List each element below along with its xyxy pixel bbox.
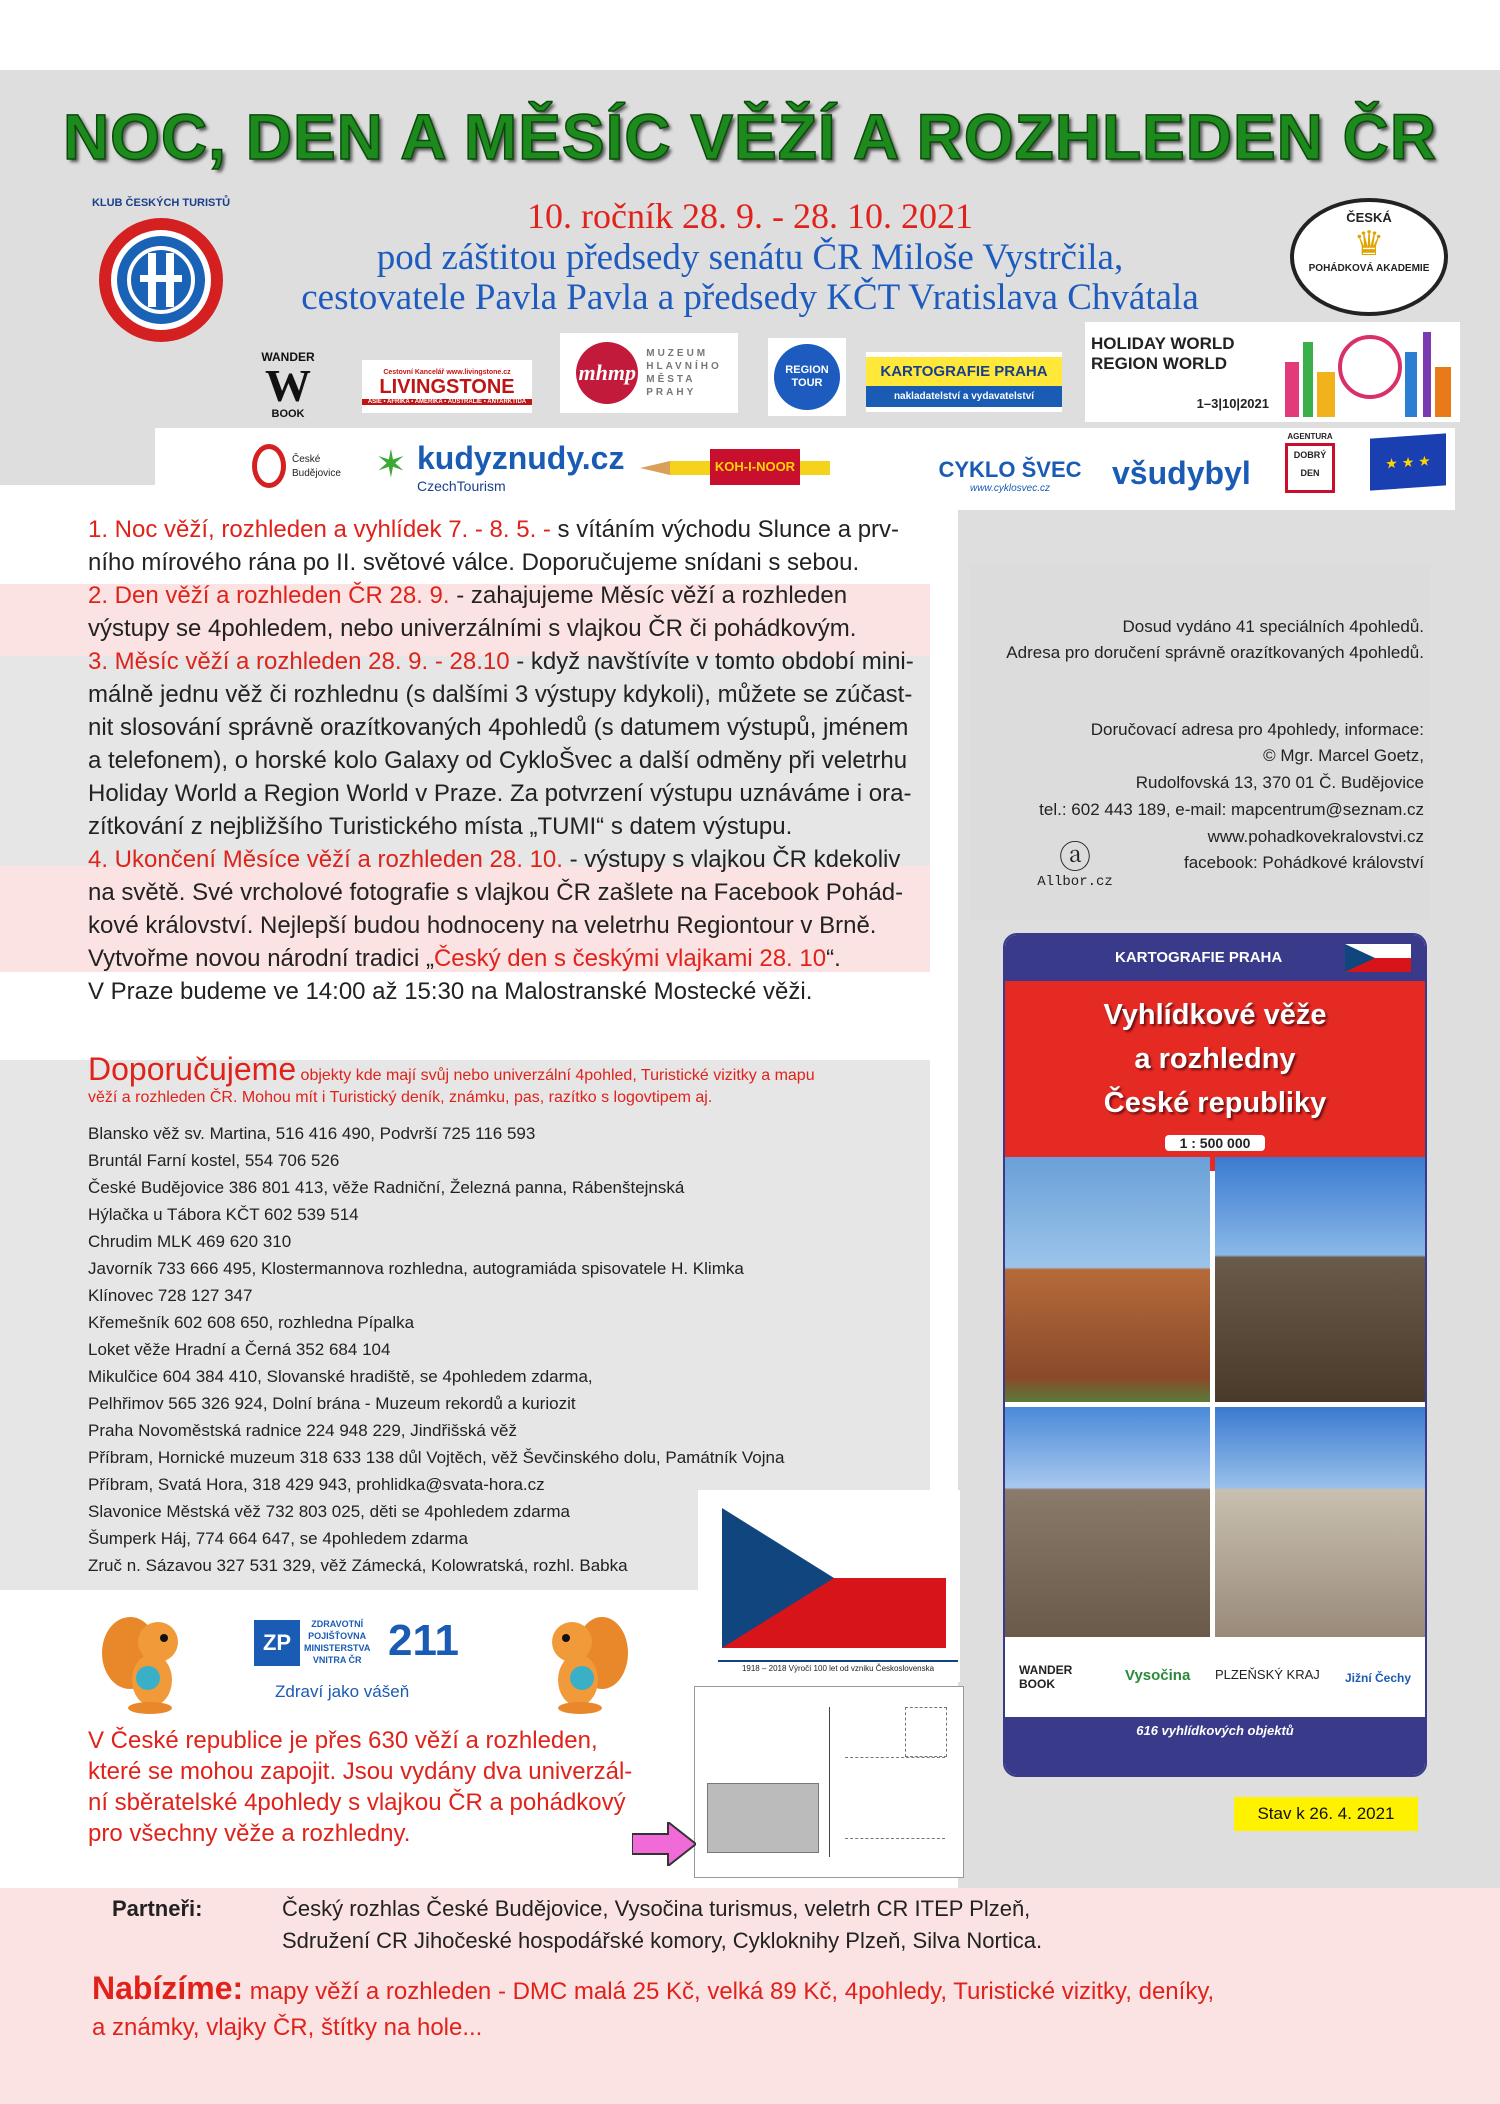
info-line7: www.pohadkovekralovstvi.cz — [1207, 827, 1424, 846]
squirrel-mascot-right-icon — [540, 1608, 630, 1718]
allbor-logo — [1020, 840, 1130, 902]
map-partner-1: WANDER BOOK — [1019, 1663, 1073, 1691]
item-4-text-a: - výstupy s vlajkou ČR kdekoliv — [562, 846, 901, 873]
info-line8: facebook: Pohádkové království — [1183, 853, 1424, 872]
kartografie-name: KARTOGRAFIE PRAHA — [866, 357, 1062, 386]
zp-number: 211 — [388, 1616, 459, 1665]
cyklosvec-text: CYKLO ŠVEC — [938, 457, 1082, 482]
partners-section — [0, 1888, 1500, 2104]
map-cover — [1003, 933, 1427, 1777]
kohinoor-text: KOH-I-NOOR — [714, 459, 796, 474]
muzeum-text — [646, 347, 721, 399]
info-line3: Doručovací adresa pro 4pohledy, informace: — [1090, 720, 1424, 739]
map-title-3: České republiky — [1103, 1087, 1327, 1119]
cyklosvec-logo — [930, 445, 1090, 501]
place-item: Křemešník 602 608 650, rozhledna Pípalka — [88, 1313, 415, 1332]
kartografie-sub: nakladatelství a vydavatelství — [866, 386, 1062, 407]
postcard-back — [694, 1686, 964, 1878]
prague-line: V Praze budeme ve 14:00 až 15:30 na Malostranské Mostecké věži. — [88, 978, 813, 1005]
place-item: Bruntál Farní kostel, 554 706 526 — [88, 1151, 340, 1170]
czechtourism-text: CzechTourism — [417, 478, 506, 494]
place-item: Chrudim MLK 469 620 310 — [88, 1232, 292, 1251]
place-item: Zruč n. Sázavou 327 531 329, věž Zámecká, Kolowratská, rozhl. Babka — [88, 1556, 628, 1575]
regiontour-line1: REGION — [785, 364, 829, 376]
place-item: Mikulčice 604 384 410, Slovanské hradiště, se 4pohledem zdarma, — [88, 1367, 593, 1386]
kudyznudy-logo — [375, 438, 625, 500]
zp-name-4: VNITRA ČR — [312, 1655, 362, 1665]
map-photo-4 — [1215, 1407, 1425, 1637]
holiday-line1: HOLIDAY WORLD — [1091, 333, 1235, 353]
flag-caption: 1918 – 2018 Výročí 100 let od vzniku Československa — [718, 1660, 958, 1673]
allbor-text: Allbor.cz — [1037, 874, 1113, 890]
muzeum-line1: MUZEUM — [646, 348, 709, 359]
pohadkova-akademie-logo — [1290, 198, 1448, 316]
livingstone-sub: ASIE • AFRIKA • AMERIKA • AUSTRÁLIE • ANTARKTIDA — [362, 399, 532, 405]
tradition-b: “. — [826, 945, 841, 972]
item-4-line3: kové království. Nejlepší budou hodnoceny na veletrhu Regiontour v Brně. — [88, 912, 877, 939]
place-item: Šumperk Háj, 774 664 647, se 4pohledem zdarma — [88, 1529, 468, 1548]
bottom-red-paragraph — [88, 1725, 688, 1849]
recommend-small-b: věží a rozhleden ČR. Mohou mít i Turistický deník, známku, pas, razítko s logovtipem aj. — [88, 1089, 713, 1106]
place-item: Klínovec 728 127 347 — [88, 1286, 253, 1305]
place-item: Pelhřimov 565 326 924, Dolní brána - Muzeum rekordů a kuriozit — [88, 1394, 576, 1413]
cb-mark-icon — [252, 444, 286, 488]
regiontour-line2: TOUR — [791, 377, 823, 389]
program-items — [88, 513, 928, 1008]
pohadkova-logo-top: ČESKÁ — [1346, 210, 1392, 225]
allbor-icon: ⓐ — [1058, 839, 1091, 875]
map-partner-4: Jižní Čechy — [1345, 1671, 1412, 1685]
zp-mark-icon: ZP — [254, 1620, 300, 1666]
kct-logo — [91, 197, 231, 345]
map-count: 616 vyhlídkových objektů — [1136, 1723, 1294, 1738]
city-skyline-icon — [1275, 322, 1460, 422]
info-line6: tel.: 602 443 189, e-mail: mapcentrum@seznam.cz — [1039, 800, 1424, 819]
bottom-red-3: ní sběratelské 4pohledy s vlajkou ČR a pohádkový — [88, 1789, 626, 1816]
bottom-red-2: které se mohou zapojit. Jsou vydány dva univerzál- — [88, 1758, 633, 1785]
info-line2: Adresa pro doručení správně orazítkovaných 4pohledů. — [1006, 643, 1424, 662]
item-3-line4: a telefonem), o horské kolo Galaxy od CykloŠvec a další odměny při veletrhu — [88, 747, 908, 774]
kudyznudy-text: kudyznudy.cz — [417, 440, 625, 476]
muzeum-line4: PRAHY — [646, 387, 697, 398]
recommend-big: Doporučujeme — [88, 1051, 297, 1087]
item-2-heading: 2. Den věží a rozhleden ČR 28. 9. — [88, 582, 450, 609]
place-item: Příbram, Svatá Hora, 318 429 943, prohlidka@svata-hora.cz — [88, 1475, 545, 1494]
kct-logo-text: KLUB ČESKÝCH TURISTŮ — [91, 197, 231, 209]
zp-slogan: Zdraví jako vášeň — [275, 1682, 410, 1701]
recommend-small-a: objekty kde mají svůj nebo univerzální 4pohled, Turistické vizitky a mapu — [296, 1067, 815, 1084]
wanderbook-bottom: BOOK — [271, 408, 305, 420]
agentura-dobry-den-logo — [1280, 432, 1340, 504]
item-2-line1 — [88, 579, 928, 612]
postcard-stamp-box — [905, 1707, 947, 1757]
map-photo-1 — [1005, 1157, 1210, 1402]
map-partner-3: PLZEŇSKÝ KRAJ — [1215, 1667, 1320, 1682]
patronage-line1: pod záštitou předsedy senátu ČR Miloše Vystrčila, — [376, 237, 1124, 278]
agentura-dobry: DOBRÝ — [1293, 450, 1327, 460]
map-photo-2 — [1215, 1157, 1425, 1402]
map-title-2: a rozhledny — [1134, 1043, 1296, 1075]
info-box — [970, 565, 1430, 920]
cyklosvec-url: www.cyklosvec.cz — [969, 483, 1050, 494]
place-item: Loket věže Hradní a Černá 352 684 104 — [88, 1340, 391, 1359]
holiday-line2: REGION WORLD — [1091, 353, 1227, 373]
place-item: Příbram, Hornické muzeum 318 633 138 důl Vojtěch, věž Ševčinského dolu, Památník Vojna — [88, 1448, 785, 1467]
item-3-line3: nit slosování správně orazítkovaných 4pohledů (s datumem výstupů, jménem — [88, 714, 909, 741]
map-title-1: Vyhlídkové věže — [1103, 999, 1327, 1031]
map-cz-flag-icon — [1345, 944, 1411, 972]
tradition-line — [88, 942, 928, 975]
item-1-text-a: s vítáním východu Slunce a prv- — [550, 516, 900, 543]
holiday-world-logo — [1085, 322, 1275, 422]
livingstone-name: LIVINGSTONE — [379, 375, 515, 398]
map-publisher: KARTOGRAFIE PRAHA — [1115, 949, 1283, 966]
ceske-budejovice-logo — [252, 440, 341, 498]
bottom-red-4: pro všechny věže a rozhledny. — [88, 1820, 411, 1847]
livingstone-small: Cestovní Kancelář www.livingstone.cz — [383, 368, 511, 376]
wanderbook-top: WANDER — [261, 350, 315, 364]
places-list — [88, 1120, 785, 1579]
offer-text1: mapy věží a rozhleden - DMC malá 25 Kč, velká 89 Kč, 4pohledy, Turistické vizitky, deníky, — [243, 1978, 1215, 2005]
cb-text-1: České — [292, 454, 321, 465]
muzeum-line2: HLAVNÍHO — [646, 361, 722, 372]
livingstone-logo — [362, 360, 532, 413]
info-line4: © Mgr. Marcel Goetz, — [1263, 746, 1424, 765]
offer-line1 — [92, 1970, 1214, 2007]
tradition-a: Vytvořme novou národní tradici „ — [88, 945, 434, 972]
partners-line1: Český rozhlas České Budějovice, Vysočina turismus, veletrh CR ITEP Plzeň, — [282, 1896, 1031, 1921]
eu-flag-icon: ★ ★ ★ — [1370, 433, 1446, 490]
page-title: NOC, DEN A MĚSÍC VĚŽÍ A ROZHLEDEN ČR — [62, 101, 1438, 173]
item-3-line5: Holiday World a Region World v Praze. Za potvrzení výstupu uznáváme i ora- — [88, 780, 912, 807]
patronage-line2: cestovatele Pavla Pavla a předsedy KČT Vratislava Chvátala — [301, 277, 1199, 318]
agentura-text: AGENTURA — [1287, 432, 1333, 441]
holiday-date: 1–3|10|2021 — [1196, 395, 1269, 411]
czech-flag-icon — [722, 1508, 946, 1648]
place-item: Praha Novoměstská radnice 224 948 229, Jindřišská věž — [88, 1421, 518, 1440]
kohinoor-logo — [640, 445, 840, 491]
item-1-line2: ního mírového rána po II. světové válce. Doporučujeme snídani s sebou. — [88, 549, 860, 576]
partners-line2: Sdružení CR Jihočeské hospodářské komory, Cykloknihy Plzeň, Silva Nortica. — [282, 1928, 1043, 1953]
item-3-line6: zítkování z nejbližšího Turistického místa „TUMI“ s datem výstupu. — [88, 813, 793, 840]
item-2-text-a: - zahajujeme Měsíc věží a rozhleden — [449, 582, 848, 609]
map-partner-2: Vysočina — [1125, 1667, 1191, 1684]
item-1-line1 — [88, 513, 928, 546]
place-item: Slavonice Městská věž 732 803 025, děti se 4pohledem zdarma — [88, 1502, 570, 1521]
zp-name — [304, 1618, 370, 1666]
info-line1: Dosud vydáno 41 speciálních 4pohledů. — [1122, 617, 1424, 636]
muzeum-prahy-logo — [560, 333, 738, 413]
agentura-den: DEN — [1300, 468, 1320, 478]
offer-big: Nabízíme: — [92, 1970, 244, 2006]
kartografie-logo — [866, 352, 1062, 412]
kudyznudy-star-icon: ✶ — [375, 444, 407, 486]
item-3-line2: málně jednu věž či rozhlednu (s dalšími 3 výstupy kdykoli), můžete se zúčast- — [88, 681, 913, 708]
postcard-divider — [829, 1707, 830, 1857]
bottom-red-1: V České republice je přes 630 věží a rozhleden, — [88, 1727, 598, 1754]
postcard-lines — [845, 1757, 945, 1839]
pohadkova-logo-bottom: POHÁDKOVÁ AKADEMIE — [1308, 263, 1430, 274]
item-1-heading: 1. Noc věží, rozhleden a vyhlídek 7. - 8. 5. - — [88, 516, 551, 543]
flag-card — [698, 1490, 960, 1682]
wanderbook-logo — [232, 348, 344, 422]
item-2-line2: výstupy se 4pohledem, nebo univerzálními s vlajkou ČR či pohádkovým. — [88, 615, 857, 642]
map-scale: 1 : 500 000 — [1165, 1135, 1265, 1151]
regiontour-logo — [768, 338, 846, 416]
map-photo-3 — [1005, 1407, 1210, 1637]
item-4-line1 — [88, 843, 928, 876]
cb-text-2: Budějovice — [292, 468, 341, 479]
info-line5: Rudolfovská 13, 370 01 Č. Budějovice — [1135, 773, 1424, 792]
muzeum-line3: MĚSTA — [646, 374, 696, 385]
regiontour-circle — [774, 344, 840, 410]
offer-line2: a známky, vlajky ČR, štítky na hole... — [92, 2014, 483, 2041]
kct-emblem-icon — [96, 215, 226, 345]
item-3-line1 — [88, 645, 928, 678]
zp-name-2: POJIŠŤOVNA — [308, 1631, 367, 1641]
place-item: Hýlačka u Tábora KČT 602 539 514 — [88, 1205, 359, 1224]
stav-badge: Stav k 26. 4. 2021 — [1234, 1797, 1418, 1831]
wanderbook-w-icon: W — [265, 360, 311, 411]
agentura-box — [1285, 443, 1335, 493]
squirrel-mascot-left-icon — [100, 1608, 190, 1718]
zp-name-1: ZDRAVOTNÍ — [311, 1619, 364, 1629]
zp-name-3: MINISTERSTVA — [304, 1643, 371, 1653]
place-item: České Budějovice 386 801 413, věže Radniční, Železná panna, Rábenštejnská — [88, 1178, 685, 1197]
crown-icon: ♛ — [1353, 225, 1385, 263]
item-4-heading: 4. Ukončení Měsíce věží a rozhleden 28. 10. — [88, 846, 563, 873]
item-3-heading: 3. Měsíc věží a rozhleden 28. 9. - 28.10 — [88, 648, 510, 675]
place-item: Javorník 733 666 495, Klostermannova rozhledna, autogramiáda spisovatele H. Klimka — [88, 1259, 744, 1278]
item-4-line2: na světě. Své vrcholové fotografie s vlajkou ČR zašlete na Facebook Pohád- — [88, 879, 904, 906]
vsudybyl-logo: všudybyl — [1112, 455, 1251, 491]
tradition-red: Český den s českými vlajkami 28. 10 — [433, 945, 827, 972]
item-3-text-a: - když navštívíte v tomto období mini- — [509, 648, 914, 675]
edition-line: 10. ročník 28. 9. - 28. 10. 2021 — [527, 196, 973, 236]
partners-label: Partneři: — [112, 1896, 203, 1921]
zp-logo — [250, 1612, 476, 1674]
muzeum-mark-icon: mhmp — [576, 342, 638, 404]
postcard-stamp-grid — [707, 1783, 819, 1853]
place-item: Blansko věž sv. Martina, 516 416 490, Podvrší 725 116 593 — [88, 1124, 536, 1143]
map-title — [1005, 993, 1425, 1125]
recommend-header — [88, 1051, 948, 1109]
